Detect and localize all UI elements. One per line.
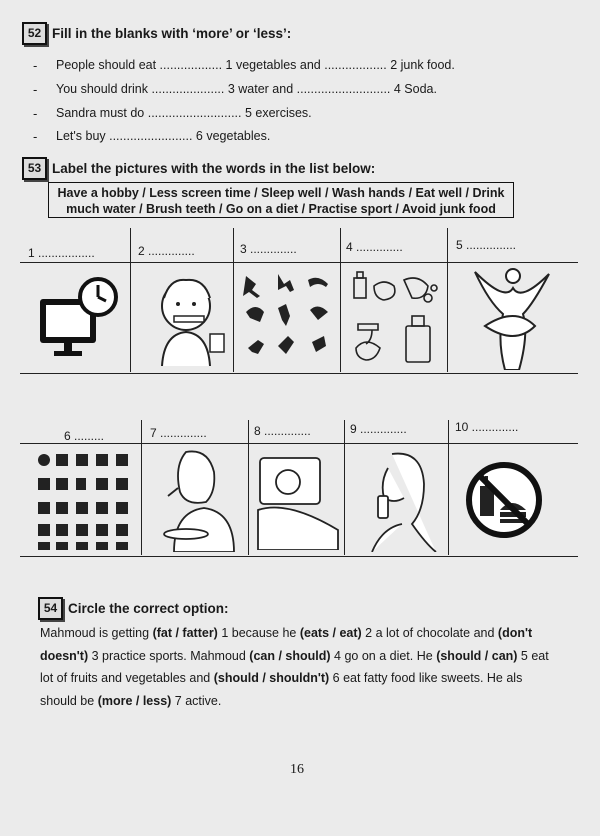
ex52-line-1: People should eat .................. 1 vegetables and .................. 2 junk food. — [56, 58, 455, 72]
bullet: - — [33, 82, 38, 97]
para-text: 4 go on a diet. He — [330, 648, 437, 663]
word-list-line-2: much water / Brush teeth / Go on a diet / Practise sport / Avoid junk food — [66, 202, 496, 216]
para-text: 7 active. — [171, 693, 222, 708]
ex52-line-4: Let's buy ........................ 6 vegetables. — [56, 129, 271, 143]
ex53-number: 53 — [22, 157, 47, 180]
divider — [130, 228, 131, 372]
girl-eating-icon — [156, 448, 244, 552]
sports-pictograms-icon — [238, 268, 338, 368]
label-8: 8 .............. — [254, 424, 311, 438]
label-4: 4 .............. — [346, 240, 403, 254]
divider — [248, 420, 249, 555]
ex54-paragraph — [40, 622, 560, 712]
no-junk-food-icon — [464, 450, 544, 550]
label-1: 1 ................. — [28, 246, 95, 260]
ex54-number: 54 — [38, 597, 63, 620]
divider — [141, 420, 142, 555]
ex52-number: 52 — [22, 22, 47, 45]
option-6[interactable]: (should / shouldn't) — [213, 671, 330, 685]
ex52-line-3: Sandra must do ........................... 5 exercises. — [56, 106, 312, 120]
bullet: - — [33, 58, 38, 73]
word-list-box — [48, 182, 514, 218]
label-7: 7 .............. — [150, 426, 207, 440]
monitor-clock-icon — [36, 275, 120, 365]
para-text: Mahmoud is getting — [40, 626, 153, 640]
ex52-line-2: You should drink ..................... 3 water and ........................... 4 Soda. — [56, 82, 437, 96]
ex54-title: Circle the correct option: — [68, 601, 229, 616]
hand-washing-icon — [348, 268, 442, 368]
para-text: 1 because he — [217, 626, 300, 640]
ex52-header — [22, 22, 291, 45]
ex52-title: Fill in the blanks with ‘more’ or ‘less’: — [52, 26, 292, 41]
boy-brushing-teeth-icon — [150, 270, 230, 366]
divider — [340, 228, 341, 372]
label-10: 10 .............. — [455, 420, 519, 434]
option-5[interactable]: (should / can) — [436, 648, 518, 663]
option-7[interactable]: (more / less) — [97, 693, 172, 708]
para-text: 5 eat lot of fruits and vegetables and — [40, 648, 549, 685]
word-list-line-1: Have a hobby / Less screen time / Sleep well / Wash hands / Eat well / Drink — [57, 186, 505, 200]
label-9: 9 .............. — [350, 422, 407, 436]
girl-drinking-icon — [352, 448, 444, 552]
hobby-icons-grid — [36, 452, 136, 552]
divider — [233, 228, 234, 372]
ex53-title: Label the pictures with the words in the list below: — [52, 161, 376, 176]
divider — [447, 228, 448, 372]
label-2: 2 .............. — [138, 244, 195, 258]
ex53-header — [22, 157, 375, 180]
option-3[interactable]: (don't doesn't) — [40, 626, 533, 663]
para-text: 3 practice sports. Mahmoud — [88, 648, 250, 663]
page-number: 16 — [290, 762, 304, 777]
para-text: 6 eat fatty food like sweets. He als should be — [40, 671, 523, 708]
label-6: 6 ......... — [64, 429, 105, 443]
label-5: 5 ............... — [456, 238, 517, 252]
person-sleeping-icon — [254, 450, 342, 550]
divider — [448, 420, 449, 555]
option-1[interactable]: (fat / fatter) — [152, 626, 218, 640]
option-2[interactable]: (eats / eat) — [299, 626, 362, 640]
ex54-header — [38, 597, 229, 620]
option-4[interactable]: (can / should) — [249, 648, 331, 663]
para-text: 2 a lot of chocolate and — [361, 626, 498, 640]
measuring-tape-figure-icon — [465, 266, 555, 370]
divider — [344, 420, 345, 555]
bullet: - — [33, 129, 38, 144]
label-3: 3 .............. — [240, 242, 297, 256]
bullet: - — [33, 106, 38, 121]
